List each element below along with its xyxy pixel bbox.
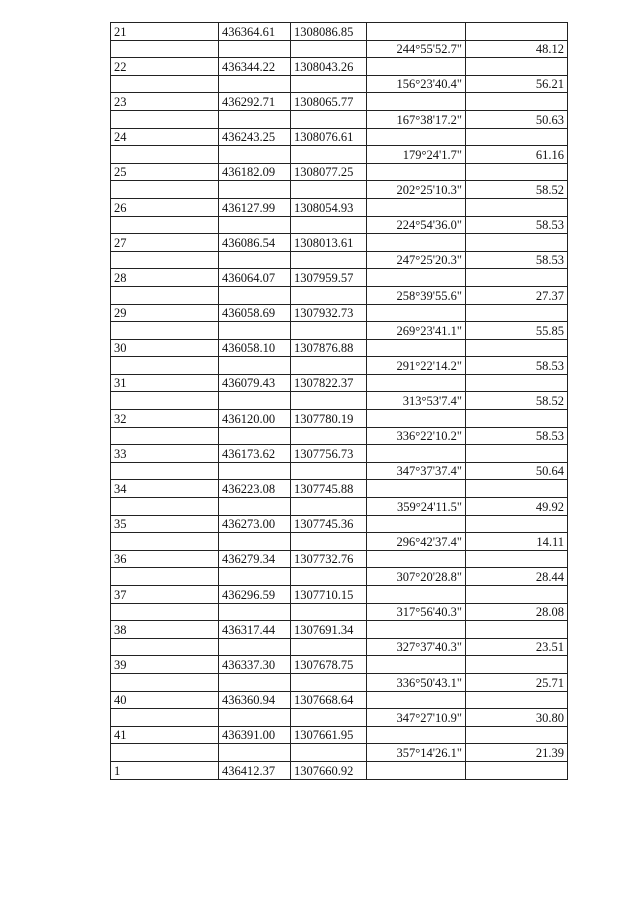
point-row — [111, 445, 568, 463]
x-coordinate-cell: 436243.25 — [219, 128, 291, 146]
x-coordinate-cell: 436058.10 — [219, 339, 291, 357]
direction-angle-cell: 307°20'28.8" — [367, 568, 466, 586]
x-coordinate-cell — [219, 181, 291, 199]
direction-angle-cell — [367, 410, 466, 428]
direction-angle-cell: 327°37'40.3" — [367, 638, 466, 656]
y-coordinate-cell — [291, 462, 367, 480]
point-row — [111, 58, 568, 76]
x-coordinate-cell: 436064.07 — [219, 269, 291, 287]
x-coordinate-cell: 436058.69 — [219, 304, 291, 322]
x-coordinate-cell — [219, 216, 291, 234]
x-coordinate-cell — [219, 286, 291, 304]
point-number-cell — [111, 146, 219, 164]
segment-row — [111, 744, 568, 762]
distance-cell — [466, 410, 568, 428]
point-number-cell: 27 — [111, 234, 219, 252]
y-coordinate-cell: 1307668.64 — [291, 691, 367, 709]
y-coordinate-cell — [291, 181, 367, 199]
point-row — [111, 410, 568, 428]
x-coordinate-cell: 436364.61 — [219, 23, 291, 41]
distance-cell: 58.53 — [466, 251, 568, 269]
x-coordinate-cell — [219, 462, 291, 480]
y-coordinate-cell: 1308076.61 — [291, 128, 367, 146]
point-number-cell — [111, 638, 219, 656]
distance-cell — [466, 374, 568, 392]
y-coordinate-cell — [291, 673, 367, 691]
point-number-cell: 40 — [111, 691, 219, 709]
point-row — [111, 761, 568, 779]
direction-angle-cell — [367, 586, 466, 604]
direction-angle-cell — [367, 269, 466, 287]
direction-angle-cell: 224°54'36.0" — [367, 216, 466, 234]
x-coordinate-cell — [219, 146, 291, 164]
segment-row — [111, 146, 568, 164]
distance-cell: 27.37 — [466, 286, 568, 304]
segment-row — [111, 251, 568, 269]
distance-cell: 23.51 — [466, 638, 568, 656]
distance-cell — [466, 726, 568, 744]
distance-cell — [466, 515, 568, 533]
x-coordinate-cell — [219, 357, 291, 375]
point-row — [111, 480, 568, 498]
distance-cell — [466, 163, 568, 181]
y-coordinate-cell — [291, 427, 367, 445]
direction-angle-cell — [367, 656, 466, 674]
distance-cell: 58.53 — [466, 216, 568, 234]
point-number-cell: 1 — [111, 761, 219, 779]
direction-angle-cell: 317°56'40.3" — [367, 603, 466, 621]
direction-angle-cell — [367, 550, 466, 568]
direction-angle-cell: 247°25'20.3" — [367, 251, 466, 269]
x-coordinate-cell — [219, 110, 291, 128]
x-coordinate-cell — [219, 427, 291, 445]
x-coordinate-cell: 436337.30 — [219, 656, 291, 674]
direction-angle-cell — [367, 445, 466, 463]
distance-cell: 21.39 — [466, 744, 568, 762]
x-coordinate-cell: 436120.00 — [219, 410, 291, 428]
x-coordinate-cell: 436360.94 — [219, 691, 291, 709]
point-row — [111, 234, 568, 252]
distance-cell — [466, 445, 568, 463]
distance-cell — [466, 339, 568, 357]
point-row — [111, 691, 568, 709]
direction-angle-cell: 336°22'10.2" — [367, 427, 466, 445]
distance-cell — [466, 234, 568, 252]
segment-row — [111, 709, 568, 727]
direction-angle-cell — [367, 621, 466, 639]
point-row — [111, 163, 568, 181]
direction-angle-cell — [367, 23, 466, 41]
y-coordinate-cell: 1307756.73 — [291, 445, 367, 463]
distance-cell — [466, 691, 568, 709]
y-coordinate-cell — [291, 40, 367, 58]
point-row — [111, 726, 568, 744]
distance-cell: 28.44 — [466, 568, 568, 586]
x-coordinate-cell: 436223.08 — [219, 480, 291, 498]
point-number-cell — [111, 709, 219, 727]
x-coordinate-cell — [219, 744, 291, 762]
point-number-cell: 38 — [111, 621, 219, 639]
direction-angle-cell: 359°24'11.5" — [367, 498, 466, 516]
distance-cell: 25.71 — [466, 673, 568, 691]
point-number-cell — [111, 498, 219, 516]
x-coordinate-cell — [219, 638, 291, 656]
distance-cell — [466, 550, 568, 568]
y-coordinate-cell — [291, 75, 367, 93]
direction-angle-cell — [367, 304, 466, 322]
distance-cell — [466, 23, 568, 41]
point-number-cell: 35 — [111, 515, 219, 533]
segment-row — [111, 603, 568, 621]
point-row — [111, 93, 568, 111]
distance-cell — [466, 480, 568, 498]
distance-cell: 50.63 — [466, 110, 568, 128]
direction-angle-cell: 244°55'52.7" — [367, 40, 466, 58]
point-number-cell: 34 — [111, 480, 219, 498]
y-coordinate-cell — [291, 498, 367, 516]
point-number-cell — [111, 673, 219, 691]
direction-angle-cell — [367, 58, 466, 76]
point-number-cell: 41 — [111, 726, 219, 744]
point-row — [111, 128, 568, 146]
segment-row — [111, 216, 568, 234]
segment-row — [111, 286, 568, 304]
segment-row — [111, 533, 568, 551]
direction-angle-cell: 167°38'17.2" — [367, 110, 466, 128]
segment-row — [111, 498, 568, 516]
point-row — [111, 586, 568, 604]
direction-angle-cell — [367, 480, 466, 498]
point-number-cell: 26 — [111, 198, 219, 216]
direction-angle-cell — [367, 163, 466, 181]
y-coordinate-cell — [291, 709, 367, 727]
direction-angle-cell: 269°23'41.1" — [367, 322, 466, 340]
point-number-cell: 24 — [111, 128, 219, 146]
direction-angle-cell — [367, 761, 466, 779]
point-number-cell — [111, 75, 219, 93]
segment-row — [111, 322, 568, 340]
direction-angle-cell: 258°39'55.6" — [367, 286, 466, 304]
point-number-cell: 37 — [111, 586, 219, 604]
y-coordinate-cell: 1307661.95 — [291, 726, 367, 744]
point-number-cell: 28 — [111, 269, 219, 287]
x-coordinate-cell: 436296.59 — [219, 586, 291, 604]
point-number-cell: 36 — [111, 550, 219, 568]
point-row — [111, 550, 568, 568]
point-number-cell — [111, 533, 219, 551]
segment-row — [111, 462, 568, 480]
distance-cell — [466, 586, 568, 604]
segment-row — [111, 357, 568, 375]
direction-angle-cell — [367, 515, 466, 533]
point-row — [111, 198, 568, 216]
point-number-cell: 22 — [111, 58, 219, 76]
y-coordinate-cell: 1307710.15 — [291, 586, 367, 604]
segment-row — [111, 568, 568, 586]
x-coordinate-cell: 436127.99 — [219, 198, 291, 216]
direction-angle-cell — [367, 93, 466, 111]
point-row — [111, 374, 568, 392]
distance-cell: 61.16 — [466, 146, 568, 164]
y-coordinate-cell: 1308065.77 — [291, 93, 367, 111]
point-number-cell — [111, 357, 219, 375]
y-coordinate-cell — [291, 216, 367, 234]
direction-angle-cell: 313°53'7.4" — [367, 392, 466, 410]
x-coordinate-cell — [219, 251, 291, 269]
distance-cell: 58.52 — [466, 392, 568, 410]
direction-angle-cell — [367, 198, 466, 216]
point-number-cell — [111, 40, 219, 58]
point-number-cell — [111, 568, 219, 586]
y-coordinate-cell: 1308054.93 — [291, 198, 367, 216]
x-coordinate-cell — [219, 75, 291, 93]
y-coordinate-cell — [291, 251, 367, 269]
point-row — [111, 515, 568, 533]
x-coordinate-cell — [219, 673, 291, 691]
segment-row — [111, 181, 568, 199]
distance-cell: 58.53 — [466, 357, 568, 375]
x-coordinate-cell: 436086.54 — [219, 234, 291, 252]
coordinates-table-body — [111, 23, 568, 780]
point-number-cell: 32 — [111, 410, 219, 428]
direction-angle-cell: 347°37'37.4" — [367, 462, 466, 480]
y-coordinate-cell — [291, 322, 367, 340]
x-coordinate-cell: 436317.44 — [219, 621, 291, 639]
point-number-cell: 31 — [111, 374, 219, 392]
y-coordinate-cell: 1307691.34 — [291, 621, 367, 639]
distance-cell — [466, 58, 568, 76]
distance-cell — [466, 656, 568, 674]
y-coordinate-cell: 1307876.88 — [291, 339, 367, 357]
distance-cell — [466, 198, 568, 216]
x-coordinate-cell — [219, 603, 291, 621]
y-coordinate-cell: 1308077.25 — [291, 163, 367, 181]
y-coordinate-cell: 1308043.26 — [291, 58, 367, 76]
x-coordinate-cell — [219, 533, 291, 551]
y-coordinate-cell — [291, 603, 367, 621]
x-coordinate-cell: 436182.09 — [219, 163, 291, 181]
distance-cell — [466, 621, 568, 639]
y-coordinate-cell — [291, 146, 367, 164]
x-coordinate-cell: 436292.71 — [219, 93, 291, 111]
direction-angle-cell — [367, 726, 466, 744]
y-coordinate-cell: 1307660.92 — [291, 761, 367, 779]
point-number-cell — [111, 744, 219, 762]
y-coordinate-cell: 1307745.88 — [291, 480, 367, 498]
coordinates-table — [110, 22, 568, 780]
distance-cell — [466, 128, 568, 146]
segment-row — [111, 673, 568, 691]
point-number-cell: 30 — [111, 339, 219, 357]
segment-row — [111, 110, 568, 128]
direction-angle-cell: 347°27'10.9" — [367, 709, 466, 727]
segment-row — [111, 40, 568, 58]
y-coordinate-cell — [291, 110, 367, 128]
distance-cell: 49.92 — [466, 498, 568, 516]
y-coordinate-cell — [291, 744, 367, 762]
y-coordinate-cell: 1307822.37 — [291, 374, 367, 392]
point-number-cell — [111, 603, 219, 621]
distance-cell — [466, 93, 568, 111]
x-coordinate-cell — [219, 322, 291, 340]
segment-row — [111, 392, 568, 410]
y-coordinate-cell — [291, 568, 367, 586]
x-coordinate-cell: 436412.37 — [219, 761, 291, 779]
point-row — [111, 269, 568, 287]
point-number-cell — [111, 462, 219, 480]
distance-cell — [466, 761, 568, 779]
point-number-cell: 21 — [111, 23, 219, 41]
point-number-cell — [111, 216, 219, 234]
y-coordinate-cell — [291, 357, 367, 375]
direction-angle-cell: 336°50'43.1" — [367, 673, 466, 691]
x-coordinate-cell — [219, 568, 291, 586]
distance-cell: 58.52 — [466, 181, 568, 199]
direction-angle-cell — [367, 128, 466, 146]
segment-row — [111, 427, 568, 445]
y-coordinate-cell — [291, 286, 367, 304]
point-row — [111, 339, 568, 357]
x-coordinate-cell: 436173.62 — [219, 445, 291, 463]
direction-angle-cell — [367, 691, 466, 709]
direction-angle-cell: 202°25'10.3" — [367, 181, 466, 199]
y-coordinate-cell: 1308013.61 — [291, 234, 367, 252]
x-coordinate-cell — [219, 709, 291, 727]
y-coordinate-cell — [291, 638, 367, 656]
direction-angle-cell — [367, 234, 466, 252]
y-coordinate-cell: 1307745.36 — [291, 515, 367, 533]
direction-angle-cell: 296°42'37.4" — [367, 533, 466, 551]
point-number-cell — [111, 181, 219, 199]
distance-cell: 56.21 — [466, 75, 568, 93]
direction-angle-cell: 156°23'40.4" — [367, 75, 466, 93]
x-coordinate-cell: 436344.22 — [219, 58, 291, 76]
point-number-cell — [111, 110, 219, 128]
x-coordinate-cell — [219, 498, 291, 516]
point-number-cell — [111, 251, 219, 269]
distance-cell: 48.12 — [466, 40, 568, 58]
point-row — [111, 23, 568, 41]
direction-angle-cell: 179°24'1.7" — [367, 146, 466, 164]
point-number-cell — [111, 392, 219, 410]
x-coordinate-cell: 436273.00 — [219, 515, 291, 533]
x-coordinate-cell — [219, 40, 291, 58]
distance-cell: 28.08 — [466, 603, 568, 621]
direction-angle-cell — [367, 374, 466, 392]
y-coordinate-cell: 1307732.76 — [291, 550, 367, 568]
point-number-cell: 23 — [111, 93, 219, 111]
point-number-cell: 39 — [111, 656, 219, 674]
y-coordinate-cell: 1307959.57 — [291, 269, 367, 287]
point-number-cell — [111, 427, 219, 445]
y-coordinate-cell — [291, 392, 367, 410]
direction-angle-cell — [367, 339, 466, 357]
x-coordinate-cell: 436079.43 — [219, 374, 291, 392]
y-coordinate-cell — [291, 533, 367, 551]
y-coordinate-cell: 1307780.19 — [291, 410, 367, 428]
point-number-cell: 29 — [111, 304, 219, 322]
distance-cell: 14.11 — [466, 533, 568, 551]
point-row — [111, 304, 568, 322]
point-number-cell: 25 — [111, 163, 219, 181]
distance-cell: 58.53 — [466, 427, 568, 445]
x-coordinate-cell: 436391.00 — [219, 726, 291, 744]
distance-cell: 55.85 — [466, 322, 568, 340]
x-coordinate-cell: 436279.34 — [219, 550, 291, 568]
point-row — [111, 656, 568, 674]
direction-angle-cell: 357°14'26.1" — [367, 744, 466, 762]
distance-cell: 30.80 — [466, 709, 568, 727]
point-number-cell: 33 — [111, 445, 219, 463]
distance-cell — [466, 304, 568, 322]
segment-row — [111, 638, 568, 656]
segment-row — [111, 75, 568, 93]
point-number-cell — [111, 286, 219, 304]
y-coordinate-cell: 1308086.85 — [291, 23, 367, 41]
distance-cell: 50.64 — [466, 462, 568, 480]
y-coordinate-cell: 1307932.73 — [291, 304, 367, 322]
distance-cell — [466, 269, 568, 287]
x-coordinate-cell — [219, 392, 291, 410]
point-row — [111, 621, 568, 639]
point-number-cell — [111, 322, 219, 340]
direction-angle-cell: 291°22'14.2" — [367, 357, 466, 375]
y-coordinate-cell: 1307678.75 — [291, 656, 367, 674]
